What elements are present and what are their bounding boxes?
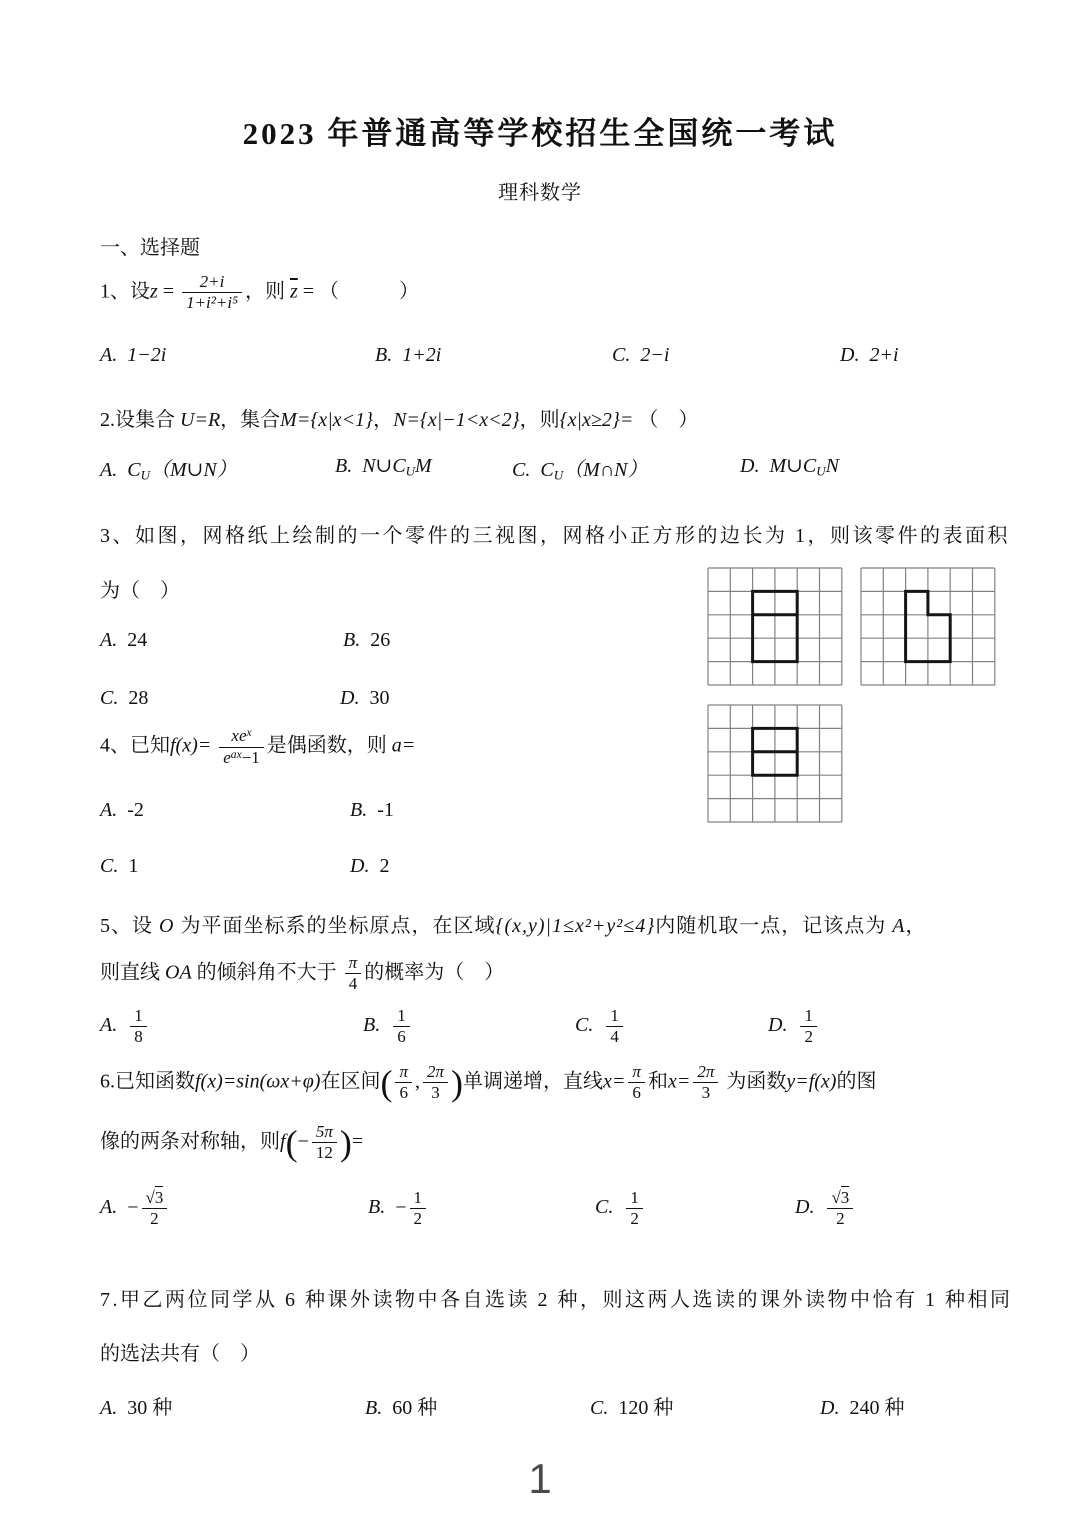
q6-option-d: D. $\frac{√3}{2}$ bbox=[795, 1188, 856, 1230]
q7-option-a: A. 30 种 bbox=[100, 1397, 173, 1419]
q5-stem-line1: 5、设 O 为平面坐标系的坐标原点，在区域{(x,y)|1≤x²+y²≤4}内随机取一点，记该点为 A， bbox=[100, 915, 927, 937]
page-title: 2023 年普通高等学校招生全国统一考试 bbox=[242, 116, 838, 151]
q5-option-d: D. $\frac{1}{2}$ bbox=[768, 1006, 820, 1048]
q4-options-row2 bbox=[0, 855, 1080, 899]
q7-option-d: D. 240 种 bbox=[820, 1397, 905, 1419]
q4-option-b: B. -1 bbox=[350, 799, 394, 821]
q7-option-c: C. 120 种 bbox=[590, 1397, 674, 1419]
q6-stem-line1: 6.已知函数f(x)=sin(ωx+φ)在区间( $\frac{\pi}{6}$ , $\frac{2\pi}{3}$ )单调递增，直线x= $\frac{\pi}{6}$ 和x= $\frac{2\pi}{3}$ 为函数y=f(x)的图 bbox=[100, 1062, 877, 1103]
q1-pre: 1、设 bbox=[100, 280, 150, 303]
q6-options bbox=[0, 1188, 1080, 1252]
q3-option-c: C. 28 bbox=[100, 687, 149, 709]
q4-stem: 4、已知f(x)= $\frac{xe^x}{e^{ax}-1}$ 是偶函数，则 a= bbox=[100, 726, 416, 767]
q5-option-c: C. $\frac{1}{4}$ bbox=[575, 1006, 626, 1048]
q3-option-d: D. 30 bbox=[340, 687, 390, 709]
q6-option-a: A. − $\frac{√3}{2}$ bbox=[100, 1188, 170, 1230]
q1-stem bbox=[100, 272, 419, 314]
q5-option-b: B. $\frac{1}{6}$ bbox=[363, 1006, 413, 1048]
q4-options-row1 bbox=[0, 799, 1080, 843]
q1-mid: ，则 bbox=[244, 280, 285, 303]
q1-zbar: $\overline{z}$ bbox=[289, 280, 298, 303]
q1-options bbox=[0, 344, 1080, 388]
q3-option-b: B. 26 bbox=[343, 629, 391, 651]
q6-option-b: B. − $\frac{1}{2}$ bbox=[368, 1188, 429, 1230]
q7-option-b: B. 60 种 bbox=[365, 1397, 438, 1419]
q5-options bbox=[0, 1006, 1080, 1066]
q6-option-c: C. $\frac{1}{2}$ bbox=[595, 1188, 646, 1230]
q6-close-paren: ) bbox=[451, 1062, 464, 1103]
q7-stem-line1: 7.甲乙两位同学从 6 种课外读物中各自选读 2 种，则这两人选读的课外读物中恰有 1 种相同 bbox=[100, 1289, 1013, 1311]
q1-option-d: D. 2+i bbox=[840, 344, 899, 366]
q3-stem-line1: 3、如图，网格纸上绘制的一个零件的三视图，网格小正方形的边长为 1，则该零件的表面积 bbox=[100, 525, 1010, 547]
q3-option-a: A. 24 bbox=[100, 629, 148, 651]
page-number: 1 bbox=[528, 1455, 552, 1502]
front-view-grid bbox=[706, 566, 844, 693]
q1-fraction: $\frac{2+i}{\text{1+i²+i⁵}}$ bbox=[182, 272, 242, 314]
q3-stem-line2: 为（ ） bbox=[100, 580, 180, 602]
q5-stem-line2: 则直线 OA 的倾斜角不大于 $\frac{\pi}{4}$ 的概率为（ ） bbox=[100, 953, 505, 994]
q2-option-a: A. $C_U(M\cup N)$ bbox=[100, 459, 237, 483]
section-heading: 一、选择题 bbox=[100, 237, 200, 259]
q2-option-d: D. $M\cup C_UN$ bbox=[740, 455, 839, 479]
q7-options bbox=[0, 1391, 1080, 1435]
q1-option-b: B. 1+2i bbox=[375, 344, 442, 366]
q1-option-c: C. 2−i bbox=[612, 344, 670, 366]
q1-option-a: A. 1−2i bbox=[100, 344, 167, 366]
q4-option-d: D. 2 bbox=[350, 855, 390, 877]
q4-fraction: $\frac{xe^x}{e^{ax}-1}$ bbox=[219, 726, 264, 768]
q6-stem-line2: 像的两条对称轴，则f(− $\frac{5\pi}{12}$ )= bbox=[100, 1122, 364, 1163]
q2-option-b: B. $N\cup C_UM$ bbox=[335, 455, 432, 479]
side-view-grid bbox=[859, 566, 997, 693]
page-subtitle: 理科数学 bbox=[498, 182, 582, 204]
q1-eq: = bbox=[162, 280, 175, 303]
q5-pi4-fraction: $\frac{\pi}{4}$ bbox=[345, 953, 362, 995]
q3-options-row2 bbox=[0, 687, 1080, 731]
q2-options bbox=[0, 453, 1080, 497]
q2-option-c: C. $C_U(M\cap N)$ bbox=[512, 459, 648, 483]
q2-stem: 2.设集合 U=R，集合M={x|x<1}，N={x|−1<x<2}，则{x|x≥2}= （ ） bbox=[100, 409, 699, 431]
q1-var-z: z bbox=[150, 280, 158, 303]
q4-option-c: C. 1 bbox=[100, 855, 139, 877]
q1-tail: = （ ） bbox=[302, 280, 420, 303]
q5-option-a: A. $\frac{1}{8}$ bbox=[100, 1006, 150, 1048]
q7-stem-line2: 的选法共有（ ） bbox=[100, 1343, 260, 1365]
q4-option-a: A. -2 bbox=[100, 799, 144, 821]
q6-open-paren: ( bbox=[380, 1062, 393, 1103]
